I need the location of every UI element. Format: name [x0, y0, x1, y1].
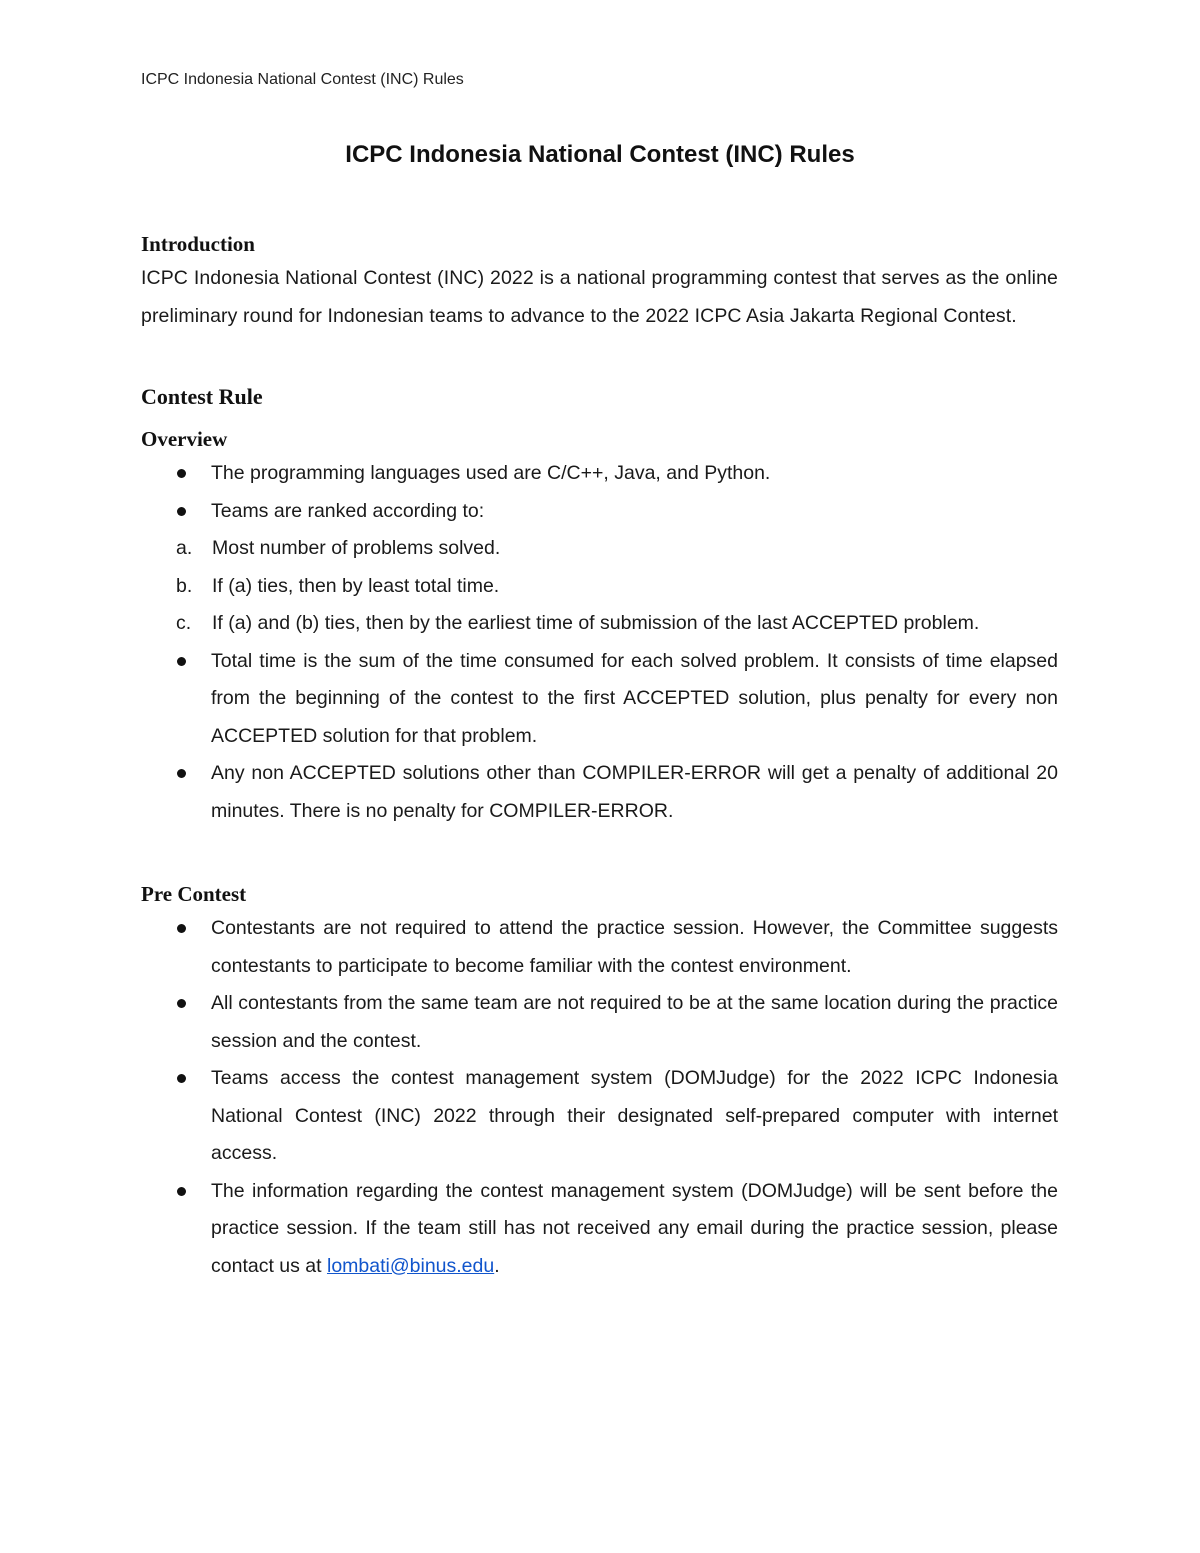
sub-list-text: Most number of problems solved.	[212, 537, 501, 559]
pre-contest-list	[141, 910, 1058, 1285]
running-header: ICPC Indonesia National Contest (INC) Rules	[141, 71, 464, 88]
list-item	[141, 910, 1058, 985]
document-body	[141, 228, 1058, 1285]
list-item-text: Contestants are not required to attend the practice session. However, the Committee suggests contestants to participate to become familiar with the contest environment.	[211, 917, 1058, 977]
introduction-paragraph: ICPC Indonesia National Contest (INC) 2022 is a national programming contest that serves as the online preliminary round for Indonesian teams to advance to the 2022 ICPC Asia Jakarta Regional Contest.	[141, 267, 1058, 327]
introduction-heading: Introduction	[141, 232, 255, 256]
list-item	[141, 755, 1058, 830]
sub-list-text: If (a) ties, then by least total time.	[212, 574, 500, 597]
sub-list-item	[141, 530, 1058, 568]
list-item-text: All contestants from the same team are not required to be at the same location during the practice session and the contest.	[211, 992, 1058, 1052]
sub-list-marker: b.	[176, 574, 193, 597]
list-item-text: Teams are ranked according to:	[211, 499, 485, 522]
contest-rule-heading: Contest Rule	[141, 384, 263, 409]
ranking-criteria-list	[141, 530, 1058, 643]
list-item-text: The programming languages used are C/C++, Java, and Python.	[211, 462, 771, 484]
bullet-icon	[177, 1187, 186, 1196]
list-item-text: Teams access the contest management system (DOMJudge) for the 2022 ICPC Indonesia National Contest (INC) 2022 through their designated self-prepared computer with internet access.	[211, 1067, 1058, 1164]
sub-list-marker: a.	[176, 537, 193, 559]
list-item	[141, 493, 1058, 531]
bullet-icon	[177, 657, 186, 666]
bullet-icon	[177, 924, 186, 933]
overview-list-continued	[141, 643, 1058, 831]
bullet-icon	[177, 469, 186, 478]
sub-list-text: If (a) and (b) ties, then by the earliest time of submission of the last ACCEPTED problem.	[212, 612, 980, 634]
document-title: ICPC Indonesia National Contest (INC) Rules	[345, 141, 855, 168]
bullet-icon	[177, 999, 186, 1008]
pre-contest-heading: Pre Contest	[141, 882, 247, 906]
list-item	[141, 1060, 1058, 1173]
bullet-icon	[177, 507, 186, 516]
overview-list	[141, 455, 1058, 530]
overview-heading: Overview	[141, 427, 228, 451]
list-item-text: Any non ACCEPTED solutions other than COMPILER-ERROR will get a penalty of additional 20 minutes. There is no penalty for COMPILER-ERROR.	[211, 762, 1058, 822]
bullet-icon	[177, 769, 186, 778]
list-item	[141, 643, 1058, 756]
list-item-text: The information regarding the contest management system (DOMJudge) will be sent before the practice session. If the team still has not received any email during the practice session, please contact us at	[211, 1179, 1058, 1277]
list-item	[141, 985, 1058, 1060]
bullet-icon	[177, 1074, 186, 1083]
list-item-suffix: .	[494, 1254, 500, 1277]
sub-list-item	[141, 568, 1058, 606]
list-item	[141, 455, 1058, 493]
sub-list-marker: c.	[176, 612, 192, 634]
list-item-text: Total time is the sum of the time consumed for each solved problem. It consists of time elapsed from the beginning of the contest to the first ACCEPTED solution, plus penalty for every non ACCEPTED solution for that problem.	[211, 649, 1058, 747]
sub-list-item	[141, 605, 1058, 643]
contact-email-link[interactable]: lombati@binus.edu	[326, 1254, 495, 1277]
list-item	[141, 1173, 1058, 1286]
